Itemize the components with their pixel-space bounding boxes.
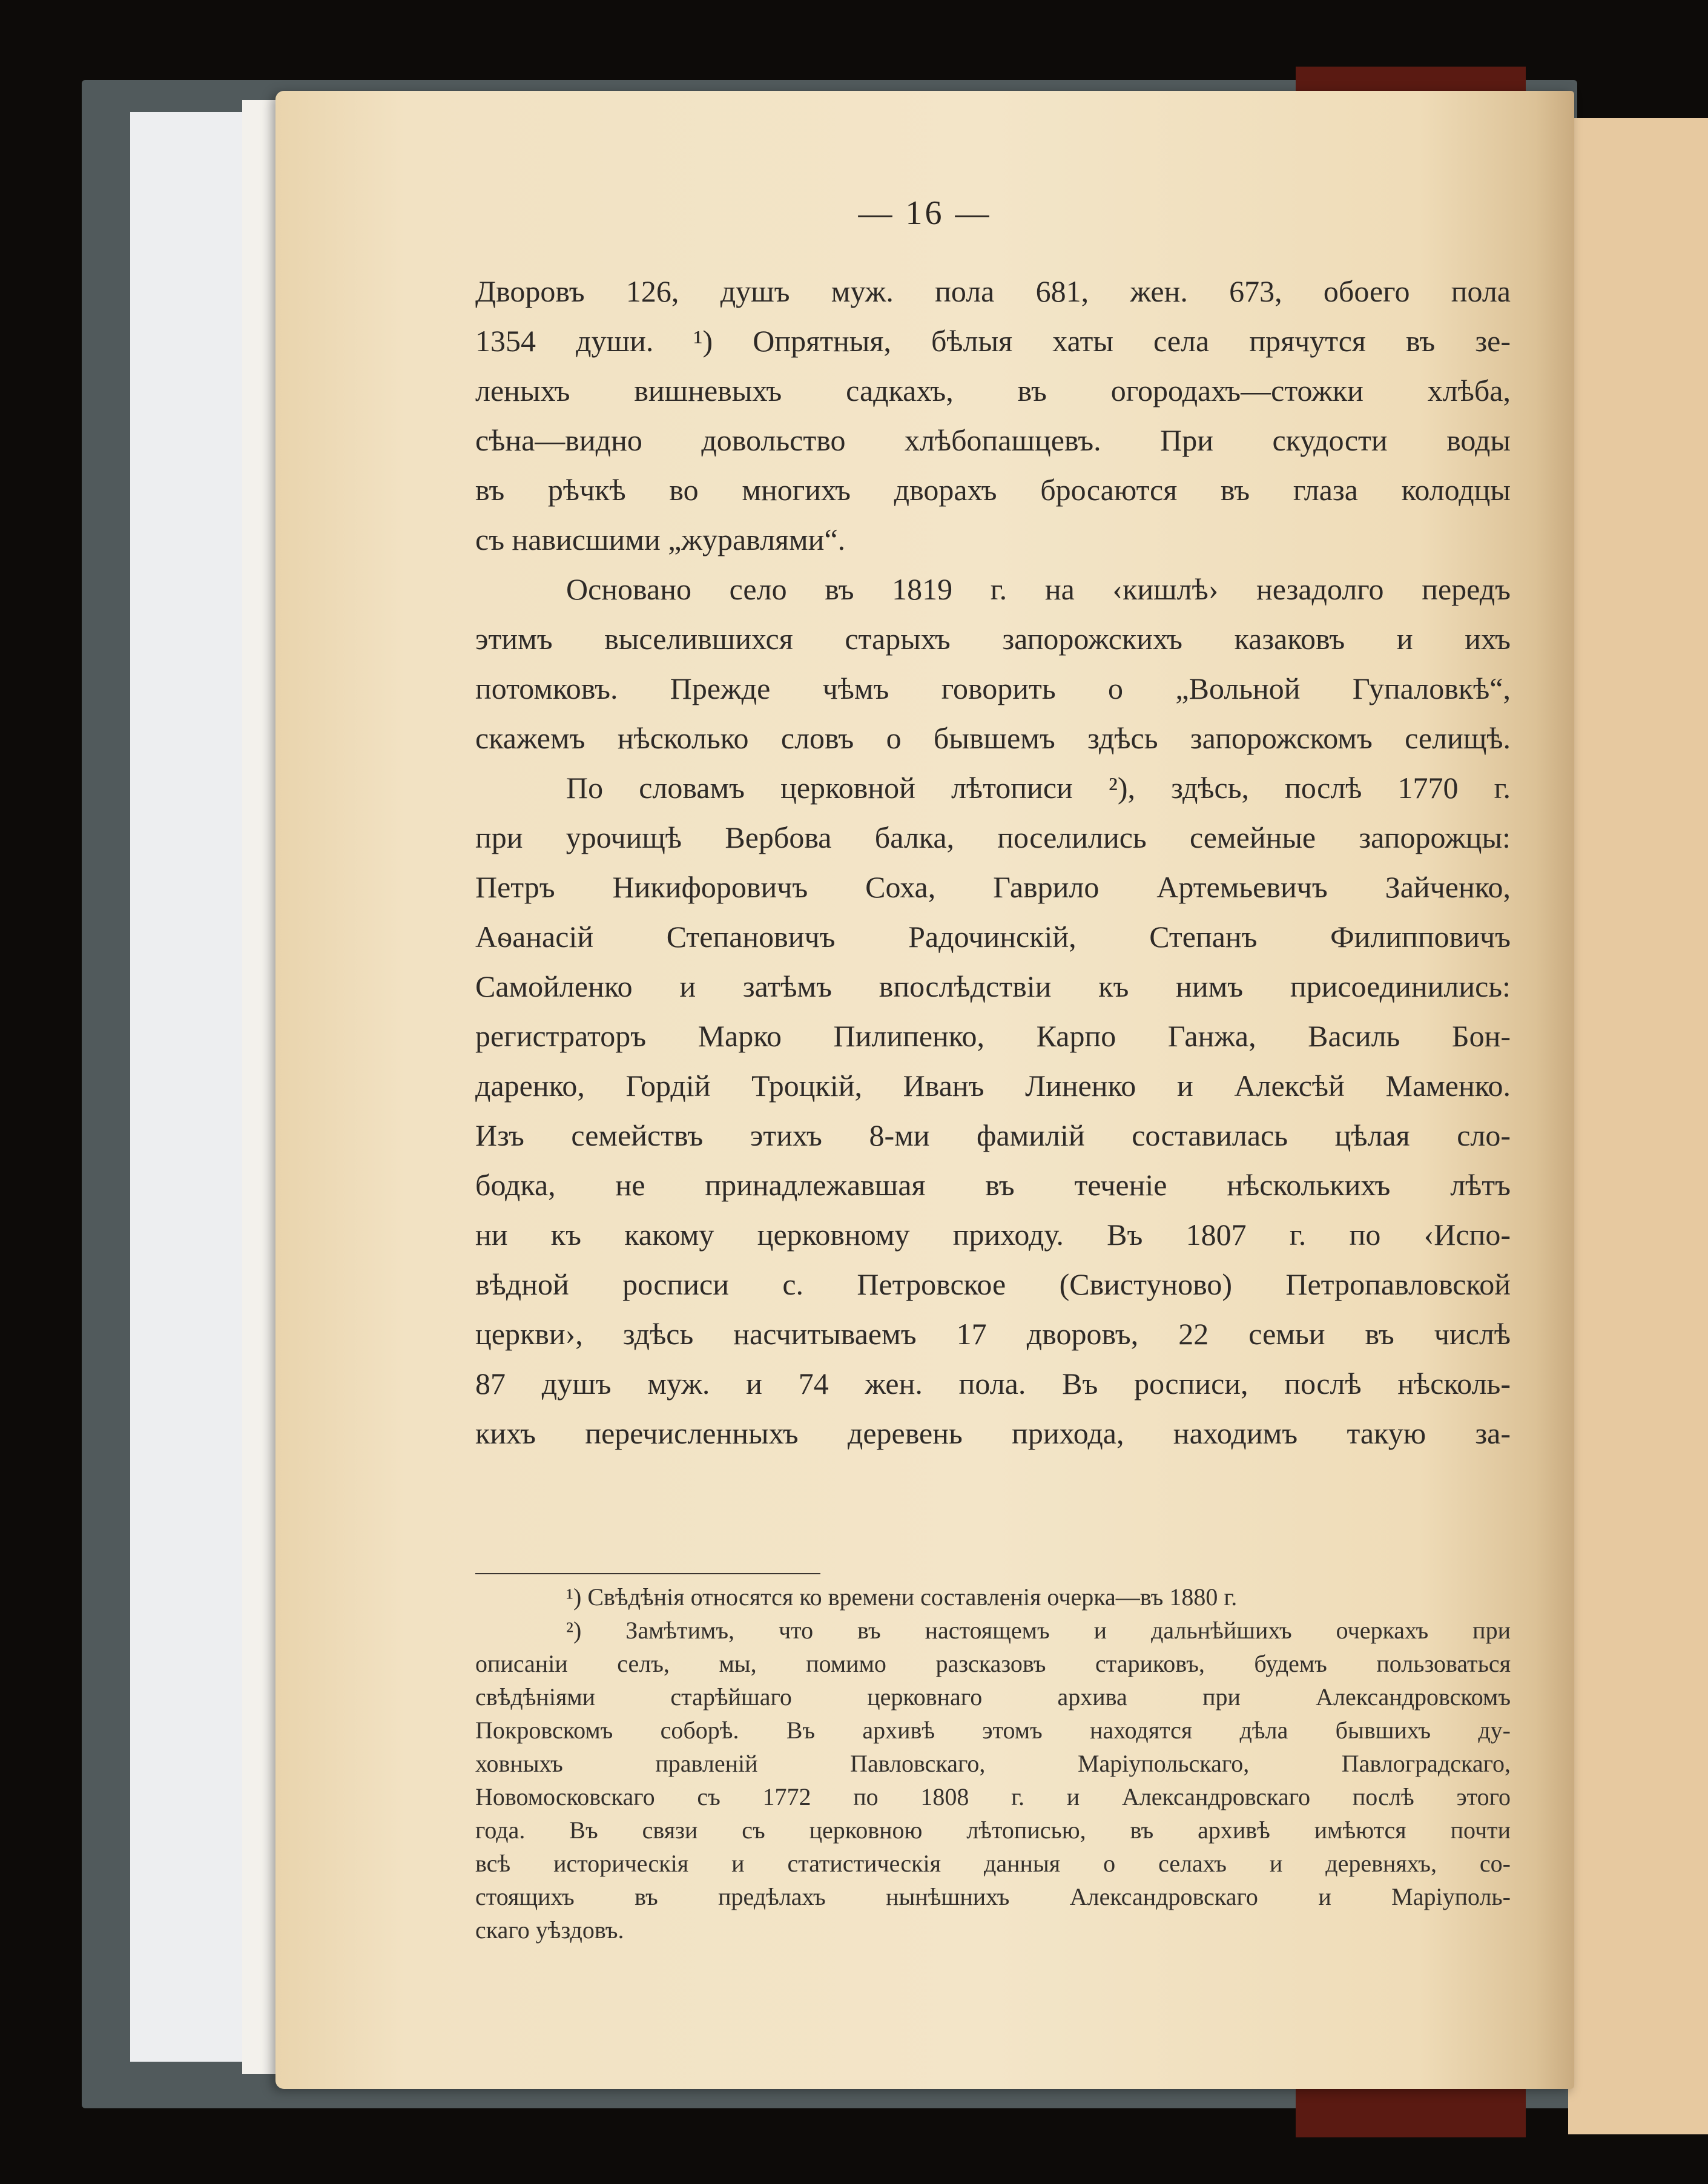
text-line: регистраторъ Марко Пилипенко, Карпо Ганжа, Василь Бон- (475, 1019, 1511, 1053)
footnote-line: скаго уѣздовъ. (475, 1916, 624, 1944)
book-page (275, 91, 1574, 2089)
text-line: церкви›, здѣсь насчитываемъ 17 дворовъ, 22 семьи въ числѣ (475, 1317, 1511, 1351)
footnote-line: ¹) Свѣдѣнія относятся ко времени составленія очерка—въ 1880 г. (566, 1583, 1238, 1611)
text-line: леныхъ вишневыхъ садкахъ, въ огородахъ—стожки хлѣба, (475, 374, 1511, 407)
text-line: кихъ перечисленныхъ деревень прихода, находимъ такую за- (475, 1416, 1511, 1450)
text-line: потомковъ. Прежде чѣмъ говорить о „Вольной Гупаловкѣ“, (475, 671, 1511, 705)
text-line: въ рѣчкѣ во многихъ дворахъ бросаются въ глаза колодцы (475, 473, 1511, 507)
text-line: ни къ какому церковному приходу. Въ 1807 г. по ‹Испо- (475, 1218, 1511, 1252)
text-line: этимъ выселившихся старыхъ запорожскихъ казаковъ и ихъ (475, 622, 1511, 656)
facing-page-edge (1568, 118, 1708, 2134)
text-line: 87 душъ муж. и 74 жен. пола. Въ росписи, послѣ нѣсколь- (475, 1367, 1511, 1400)
footnote-line: года. Въ связи съ церковною лѣтописью, въ архивѣ имѣются почти (475, 1816, 1511, 1844)
text-line: Изъ семействъ этихъ 8-ми фамилій составилась цѣлая сло- (475, 1118, 1511, 1152)
text-line: 1354 души. ¹) Опрятныя, бѣлыя хаты села прячутся въ зе- (475, 324, 1511, 358)
page-number: — 16 — (858, 194, 992, 232)
footnotes (475, 1580, 1511, 1947)
text-line: Дворовъ 126, душъ муж. пола 681, жен. 673, обоего пола (475, 274, 1511, 308)
footnote-line: свѣдѣніями старѣйшаго церковнаго архива при Александровскомъ (475, 1683, 1511, 1711)
text-line: Аѳанасій Степановичъ Радочинскій, Степанъ Филипповичъ (475, 920, 1511, 954)
footnote-line: всѣ историческія и статистическія данныя о селахъ и деревняхъ, со- (475, 1850, 1511, 1877)
footnote-line: стоящихъ въ предѣлахъ нынѣшнихъ Александровскаго и Маріуполь- (475, 1883, 1511, 1910)
footnote-line: ховныхъ правленій Павловскаго, Маріупольскаго, Павлоградскаго, (475, 1750, 1511, 1777)
text-line: бодка, не принадлежавшая въ теченіе нѣсколькихъ лѣтъ (475, 1168, 1511, 1202)
footnote-line: описаніи селъ, мы, помимо разсказовъ стариковъ, будемъ пользоваться (475, 1650, 1511, 1677)
text-line: По словамъ церковной лѣтописи ²), здѣсь, послѣ 1770 г. (566, 771, 1511, 805)
text-line: Основано село въ 1819 г. на ‹кишлѣ› незадолго передъ (566, 572, 1511, 606)
text-line: вѣдной росписи с. Петровское (Свистуново) Петропавловской (475, 1267, 1511, 1301)
text-line: Петръ Никифоровичъ Соха, Гаврило Артемьевичъ Зайченко, (475, 870, 1511, 904)
footnote-line: Покровскомъ соборѣ. Въ архивѣ этомъ находятся дѣла бывшихъ ду- (475, 1717, 1511, 1744)
footnote-line: ²) Замѣтимъ, что въ настоящемъ и дальнѣйшихъ очеркахъ при (566, 1617, 1511, 1644)
footnote-line: Новомосковскаго съ 1772 по 1808 г. и Александровскаго послѣ этого (475, 1783, 1511, 1810)
text-line: при урочищѣ Вербова балка, поселились семейные запорожцы: (475, 820, 1511, 854)
text-line: съ нависшими „журавлями“. (475, 523, 846, 556)
body-text (475, 266, 1511, 1458)
text-line: даренко, Гордій Троцкій, Иванъ Линенко и Алексѣй Маменко. (475, 1069, 1511, 1103)
text-line: Самойленко и затѣмъ впослѣдствіи къ нимъ присоединились: (475, 969, 1511, 1003)
footnote-divider (475, 1573, 820, 1574)
text-line: сѣна—видно довольство хлѣбопашцевъ. При скудости воды (475, 423, 1511, 457)
text-line: скажемъ нѣсколько словъ о бывшемъ здѣсь запорожскомъ селищѣ. (475, 721, 1511, 755)
